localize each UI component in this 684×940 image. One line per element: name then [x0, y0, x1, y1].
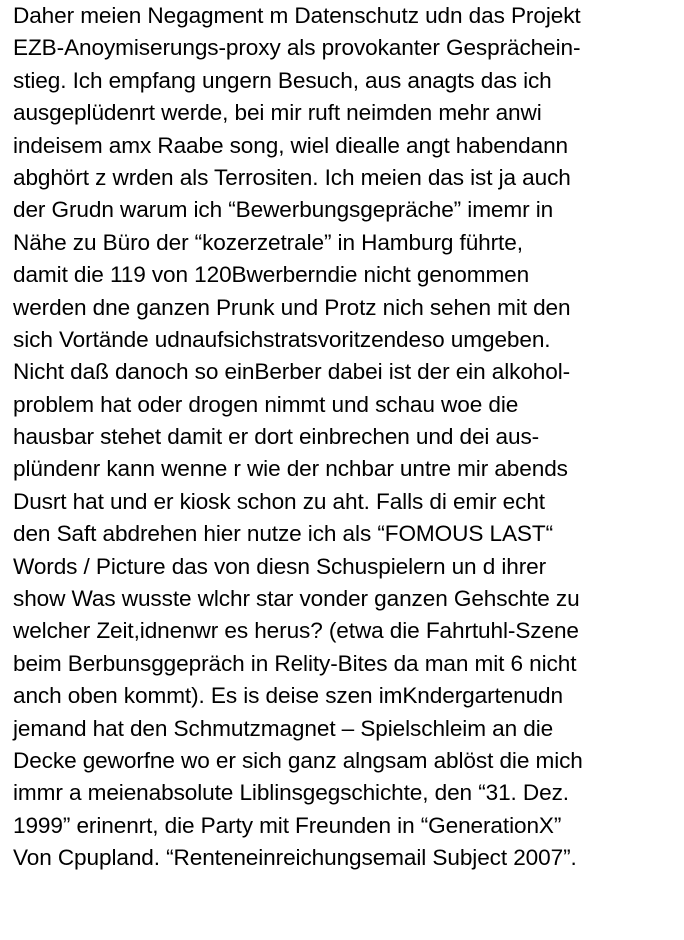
text-line: den Saft abdrehen hier nutze ich als “FOMOUS LAST“	[13, 521, 554, 547]
text-line: Dusrt hat und er kiosk schon zu aht. Falls di emir echt	[13, 488, 545, 514]
text-line: jemand hat den Schmutzmagnet – Spielschleim an die	[13, 715, 554, 741]
body-paragraph	[13, 0, 681, 875]
text-line: Nicht daß danoch so einBerber dabei ist der ein alkohol-	[13, 359, 571, 385]
text-line: anch oben kommt). Es is deise szen imKndergartenudn	[13, 683, 563, 709]
text-line: damit die 119 von 120Bwerberndie nicht genommen	[13, 262, 530, 288]
text-line: werden dne ganzen Prunk und Protz nich sehen mit den	[13, 294, 571, 320]
text-line: plündenr kann wenne r wie der nchbar untre mir abends	[13, 456, 568, 482]
text-line: Words / Picture das von diesn Schuspielern un d ihrer	[13, 553, 547, 579]
text-line: show Was wusste wlchr star vonder ganzen Gehschte zu	[13, 586, 580, 612]
text-line: 1999” erinenrt, die Party mit Freunden in “GenerationX”	[13, 812, 562, 838]
text-line: beim Berbunsggepräch in Relity-Bites da man mit 6 nicht	[13, 650, 577, 676]
text-line: Von Cpupland. “Renteneinreichungsemail Subject 2007”.	[13, 845, 577, 871]
text-line: indeisem amx Raabe song, wiel diealle angt habendann	[13, 132, 568, 158]
text-line: der Grudn warum ich “Bewerbungsgepräche” imemr in	[13, 197, 554, 223]
text-line: immr a meienabsolute Liblinsgegschichte, den “31. Dez.	[13, 780, 569, 806]
text-line: EZB-Anoymiserungs-proxy als provokanter Gesprächein-	[13, 35, 581, 61]
text-line: abghört z wrden als Terrositen. Ich meien das ist ja auch	[13, 164, 571, 190]
text-line: stieg. Ich empfang ungern Besuch, aus anagts das ich	[13, 67, 552, 93]
text-line: welcher Zeit,idnenwr es herus? (etwa die Fahrtuhl-Szene	[13, 618, 579, 644]
text-line: Decke geworfne wo er sich ganz alngsam ablöst die mich	[13, 747, 583, 773]
text-line: Daher meien Negagment m Datenschutz udn das Projekt	[13, 3, 581, 28]
text-line: hausbar stehet damit er dort einbrechen und dei aus-	[13, 424, 540, 450]
text-line: sich Vortände udnaufsichstratsvoritzendeso umgeben.	[13, 326, 551, 352]
text-line: ausgeplüdenrt werde, bei mir ruft neimden mehr anwi	[13, 100, 542, 126]
text-line: problem hat oder drogen nimmt und schau woe die	[13, 391, 519, 417]
text-line: Nähe zu Büro der “kozerzetrale” in Hamburg führte,	[13, 229, 523, 255]
